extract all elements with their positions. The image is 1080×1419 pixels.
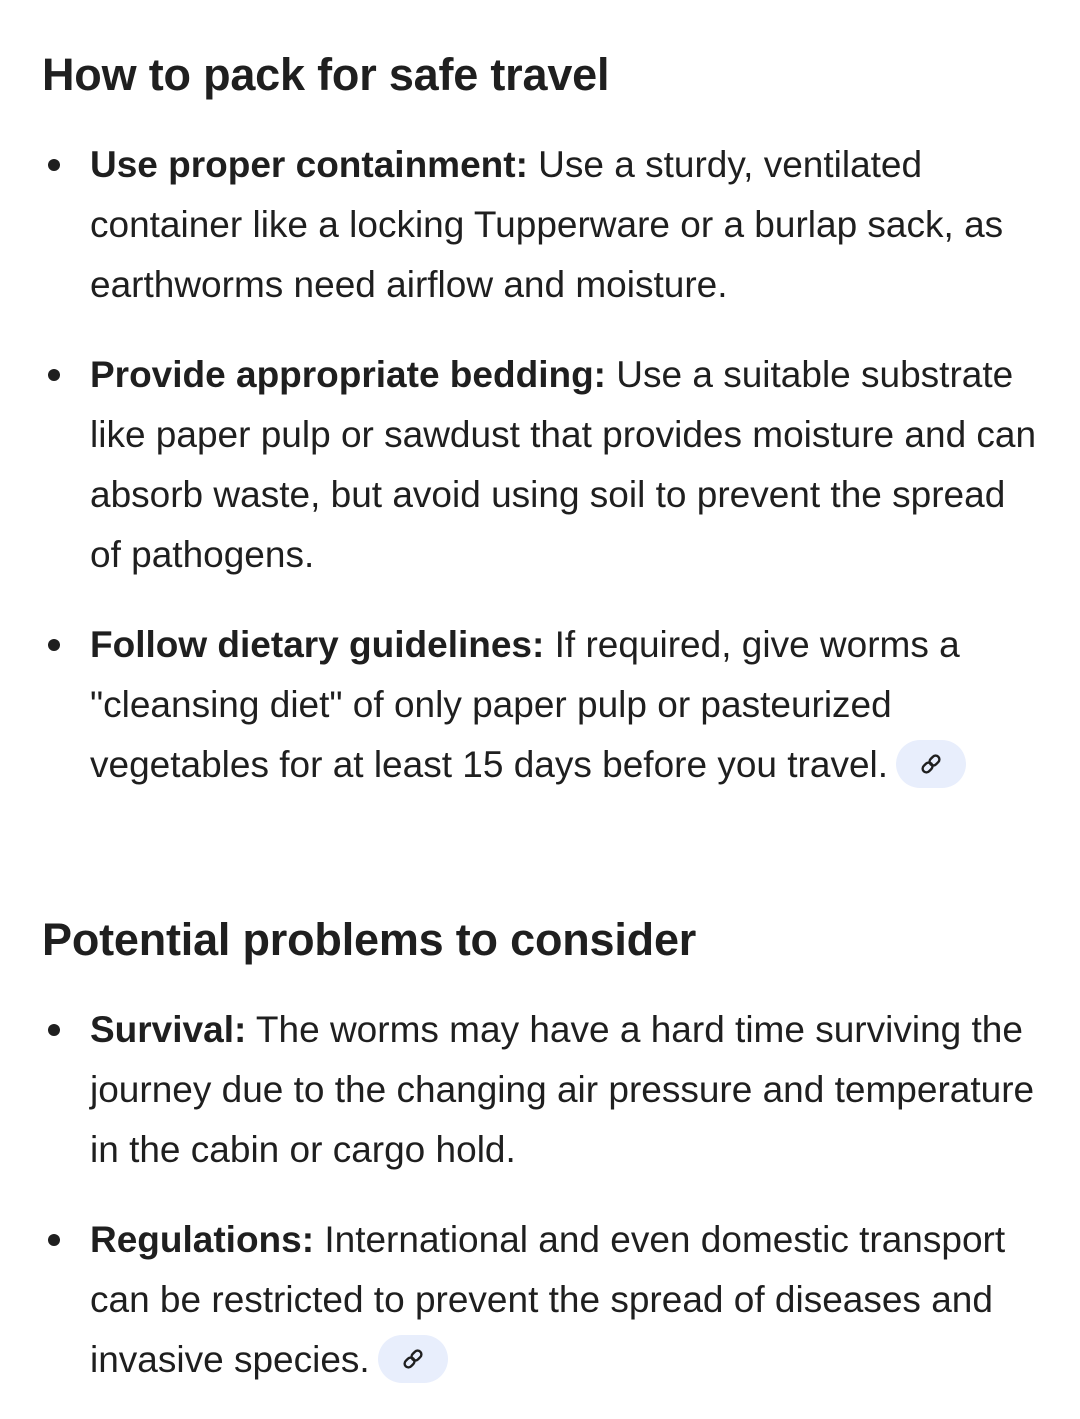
list-item [42, 1210, 1040, 1390]
item-term: Regulations: [90, 1219, 315, 1260]
source-link-chip[interactable] [896, 740, 966, 788]
bullet-list [42, 135, 1040, 795]
item-text: The worms may have a hard time surviving the journey due to the changing air pressure and temperature in the cabin or cargo hold. [90, 1009, 1035, 1170]
list-item [42, 135, 1040, 315]
list-item [42, 615, 1040, 795]
source-link-chip[interactable] [378, 1335, 448, 1383]
item-text: Use a suitable substrate like paper pulp or sawdust that provides moisture and can absorb waste, but avoid using soil to prevent the spread of pathogens. [90, 354, 1037, 575]
bullet-list [42, 1000, 1040, 1390]
link-icon [400, 1346, 426, 1372]
item-text: If required, give worms a "cleansing diet" of only paper pulp or pasteurized vegetables for at least 15 days before you travel. [90, 624, 960, 785]
section-heading: Potential problems to consider [42, 914, 697, 965]
item-term: Provide appropriate bedding: [90, 354, 606, 395]
section-potential-problems [42, 905, 1040, 1390]
item-term: Survival: [90, 1009, 247, 1050]
list-item [42, 1000, 1040, 1180]
section-safe-packing [42, 40, 1040, 795]
item-text: Use a sturdy, ventilated container like a locking Tupperware or a burlap sack, as earthworms need airflow and moisture. [90, 144, 1004, 305]
item-term: Use proper containment: [90, 144, 528, 185]
list-item [42, 345, 1040, 585]
item-text: International and even domestic transport can be restricted to prevent the spread of diseases and invasive species. [90, 1219, 1006, 1380]
item-term: Follow dietary guidelines: [90, 624, 545, 665]
section-heading: How to pack for safe travel [42, 49, 610, 100]
link-icon [918, 751, 944, 777]
